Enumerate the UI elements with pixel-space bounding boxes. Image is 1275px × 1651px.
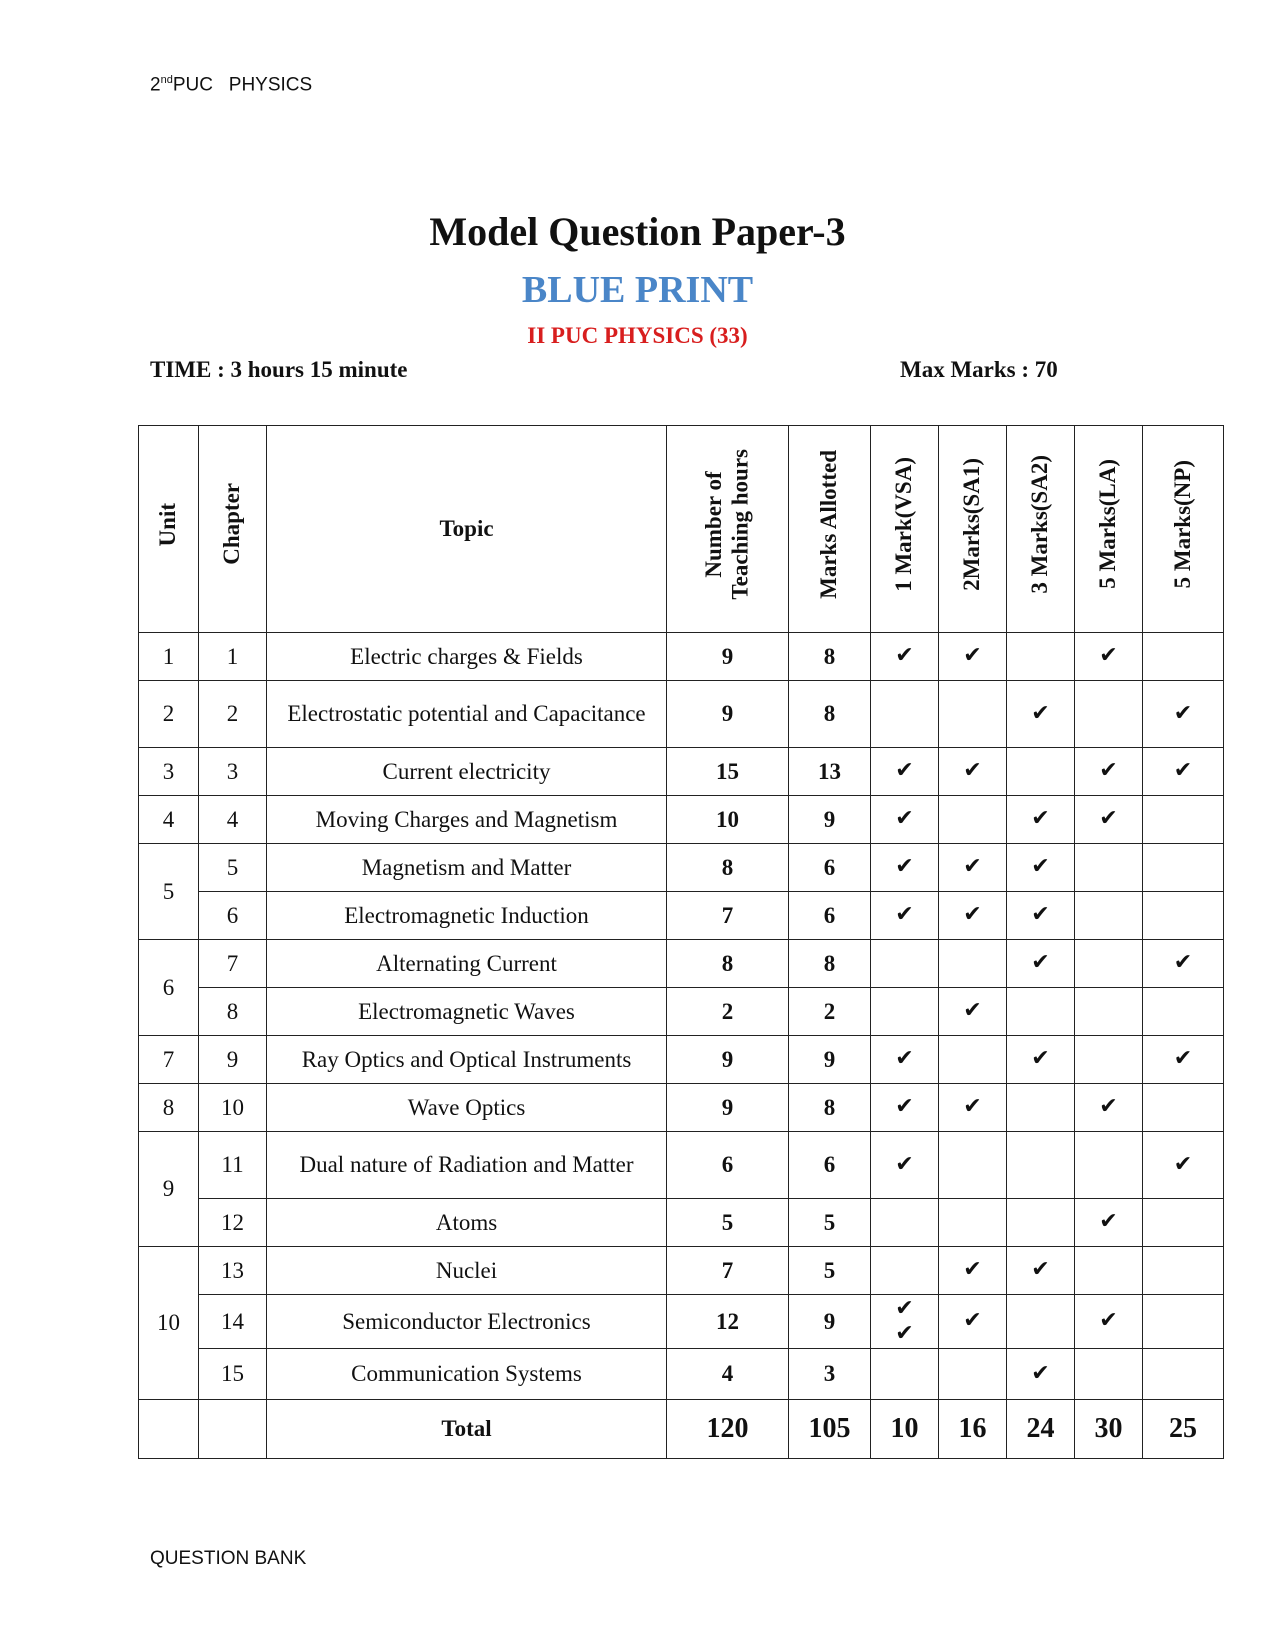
la-cell <box>1075 748 1143 796</box>
check-icon: ✔ <box>963 1094 982 1120</box>
np-cell <box>1143 844 1224 892</box>
check-icon: ✔ <box>1031 1257 1050 1283</box>
topic-cell: Alternating Current <box>267 940 667 988</box>
chapter-cell: 15 <box>199 1349 267 1400</box>
unit-cell: 1 <box>139 633 199 681</box>
vsa-cell <box>871 1199 939 1247</box>
table-row <box>139 1349 1224 1400</box>
unit-cell: 5 <box>139 844 199 940</box>
sa1-cell <box>939 1295 1007 1349</box>
total-label: Total <box>267 1400 667 1459</box>
check-icon: ✔ <box>1173 950 1193 976</box>
sa1-cell <box>939 748 1007 796</box>
sa1-cell <box>939 844 1007 892</box>
sa1-cell <box>939 1247 1007 1295</box>
sa1-cell <box>939 892 1007 940</box>
header-vsa: 1 Mark(VSA) <box>871 426 939 633</box>
topic-cell: Electrostatic potential and Capacitance <box>267 681 667 748</box>
vsa-cell <box>871 681 939 748</box>
subject-code: II PUC PHYSICS (33) <box>527 323 748 348</box>
unit-cell: 6 <box>139 940 199 1036</box>
teaching-hours-cell: 10 <box>667 796 789 844</box>
teaching-hours-cell: 8 <box>667 844 789 892</box>
np-cell <box>1143 1349 1224 1400</box>
check-icon: ✔ <box>1099 1209 1118 1235</box>
check-icon: ✔ <box>895 806 914 832</box>
header-sa1: 2Marks(SA1) <box>939 426 1007 633</box>
sa2-cell <box>1007 988 1075 1036</box>
marks-allotted-cell: 8 <box>789 1084 871 1132</box>
np-cell <box>1143 940 1224 988</box>
check-icon: ✔ <box>1099 758 1118 784</box>
la-cell <box>1075 1349 1143 1400</box>
header-np: 5 Marks(NP) <box>1143 426 1224 633</box>
teaching-hours-cell: 6 <box>667 1132 789 1199</box>
sa1-cell <box>939 1199 1007 1247</box>
teaching-hours-cell: 5 <box>667 1199 789 1247</box>
sa1-cell <box>939 988 1007 1036</box>
np-cell <box>1143 748 1224 796</box>
check-icon: ✔ <box>895 643 914 669</box>
sa2-cell <box>1007 844 1075 892</box>
la-cell <box>1075 681 1143 748</box>
check-icon: ✔ <box>963 1308 982 1334</box>
teaching-hours-cell: 2 <box>667 988 789 1036</box>
la-cell <box>1075 1132 1143 1199</box>
header-la: 5 Marks(LA) <box>1075 426 1143 633</box>
check-icon: ✔ <box>963 902 982 928</box>
check-icon: ✔ <box>895 902 914 928</box>
max-marks: Max Marks : 70 <box>900 357 1058 382</box>
check-icon: ✔ <box>963 758 982 784</box>
header-sa2: 3 Marks(SA2) <box>1007 426 1075 633</box>
total-marks: 105 <box>789 1400 871 1459</box>
topic-cell: Wave Optics <box>267 1084 667 1132</box>
topic-cell: Current electricity <box>267 748 667 796</box>
check-icon: ✔ <box>895 1151 914 1177</box>
vsa-cell <box>871 1247 939 1295</box>
marks-allotted-cell: 5 <box>789 1199 871 1247</box>
sa1-cell <box>939 1036 1007 1084</box>
np-cell <box>1143 1247 1224 1295</box>
check-icon: ✔ <box>963 1257 982 1283</box>
teaching-hours-cell: 15 <box>667 748 789 796</box>
marks-allotted-cell: 6 <box>789 844 871 892</box>
unit-cell: 4 <box>139 796 199 844</box>
sa1-cell <box>939 1349 1007 1400</box>
topic-cell: Atoms <box>267 1199 667 1247</box>
np-cell <box>1143 1132 1224 1199</box>
total-row <box>139 1400 1224 1459</box>
chapter-cell: 14 <box>199 1295 267 1349</box>
sa2-cell <box>1007 681 1075 748</box>
sa2-cell <box>1007 940 1075 988</box>
teaching-hours-cell: 4 <box>667 1349 789 1400</box>
check-icon: ✔ <box>1099 1308 1118 1334</box>
marks-allotted-cell: 9 <box>789 796 871 844</box>
check-icon: ✔ <box>895 854 914 880</box>
chapter-cell: 8 <box>199 988 267 1036</box>
topic-cell: Semiconductor Electronics <box>267 1295 667 1349</box>
sa2-cell <box>1007 796 1075 844</box>
topic-cell: Moving Charges and Magnetism <box>267 796 667 844</box>
page-footer: QUESTION BANK <box>150 1548 307 1569</box>
check-icon: ✔ <box>963 854 982 880</box>
check-icon: ✔ <box>1173 1046 1193 1072</box>
chapter-cell: 9 <box>199 1036 267 1084</box>
chapter-cell: 3 <box>199 748 267 796</box>
check-icon: ✔ <box>1031 700 1050 726</box>
total-hours: 120 <box>667 1400 789 1459</box>
np-cell <box>1143 1295 1224 1349</box>
check-icon: ✔ <box>1031 902 1050 928</box>
sa2-cell <box>1007 1036 1075 1084</box>
topic-cell: Ray Optics and Optical Instruments <box>267 1036 667 1084</box>
blueprint-subtitle: BLUE PRINT <box>521 269 754 311</box>
check-icon: ✔ <box>1173 700 1193 726</box>
check-icon: ✔ <box>1099 806 1118 832</box>
vsa-cell <box>871 1349 939 1400</box>
unit-cell: 8 <box>139 1084 199 1132</box>
marks-allotted-cell: 8 <box>789 681 871 748</box>
vsa-cell <box>871 844 939 892</box>
check-icon: ✔ <box>895 1046 914 1072</box>
marks-allotted-cell: 3 <box>789 1349 871 1400</box>
np-cell <box>1143 1036 1224 1084</box>
la-cell <box>1075 988 1143 1036</box>
total-unit-cell <box>139 1400 199 1459</box>
np-cell <box>1143 892 1224 940</box>
topic-cell: Dual nature of Radiation and Matter <box>267 1132 667 1199</box>
np-cell <box>1143 633 1224 681</box>
teaching-hours-cell: 12 <box>667 1295 789 1349</box>
vsa-cell <box>871 1295 939 1349</box>
sa2-cell <box>1007 1247 1075 1295</box>
la-cell <box>1075 796 1143 844</box>
unit-cell: 2 <box>139 681 199 748</box>
teaching-hours-cell: 9 <box>667 1084 789 1132</box>
teaching-hours-cell: 9 <box>667 633 789 681</box>
check-icon: ✔ <box>1173 1151 1193 1177</box>
check-icon: ✔ <box>963 643 982 669</box>
la-cell <box>1075 1084 1143 1132</box>
chapter-cell: 7 <box>199 940 267 988</box>
vsa-cell <box>871 1132 939 1199</box>
sa2-cell <box>1007 633 1075 681</box>
table-row <box>139 1199 1224 1247</box>
table-row <box>139 988 1224 1036</box>
vsa-cell <box>871 940 939 988</box>
table-row <box>139 1036 1224 1084</box>
la-cell <box>1075 892 1143 940</box>
la-cell <box>1075 633 1143 681</box>
marks-allotted-cell: 13 <box>789 748 871 796</box>
vsa-cell <box>871 633 939 681</box>
sa2-cell <box>1007 1199 1075 1247</box>
header-row <box>139 426 1224 633</box>
marks-allotted-cell: 6 <box>789 1132 871 1199</box>
table-row <box>139 892 1224 940</box>
check-icon: ✔ <box>1031 806 1050 832</box>
header-marks-allotted: Marks Allotted <box>789 426 871 633</box>
sa1-cell <box>939 1132 1007 1199</box>
sa2-cell <box>1007 1084 1075 1132</box>
la-cell <box>1075 1199 1143 1247</box>
total-np: 25 <box>1143 1400 1224 1459</box>
vsa-cell <box>871 796 939 844</box>
marks-allotted-cell: 5 <box>789 1247 871 1295</box>
vsa-cell <box>871 1036 939 1084</box>
marks-allotted-cell: 9 <box>789 1036 871 1084</box>
sa1-cell <box>939 940 1007 988</box>
chapter-cell: 5 <box>199 844 267 892</box>
header-unit: Unit <box>139 426 199 633</box>
page-title: Model Question Paper-3 <box>429 209 846 254</box>
check-icon: ✔ <box>1031 950 1050 976</box>
sa1-cell <box>939 681 1007 748</box>
vsa-cell <box>871 892 939 940</box>
sa2-cell <box>1007 748 1075 796</box>
total-chapter-cell <box>199 1400 267 1459</box>
teaching-hours-cell: 9 <box>667 681 789 748</box>
table-row <box>139 844 1224 892</box>
teaching-hours-cell: 8 <box>667 940 789 988</box>
topic-cell: Communication Systems <box>267 1349 667 1400</box>
la-cell <box>1075 844 1143 892</box>
total-sa2: 24 <box>1007 1400 1075 1459</box>
header-topic: Topic <box>267 426 667 633</box>
check-icon: ✔ <box>1031 1046 1050 1072</box>
topic-cell: Magnetism and Matter <box>267 844 667 892</box>
check-icon: ✔ <box>1173 758 1193 784</box>
np-cell <box>1143 1199 1224 1247</box>
chapter-cell: 11 <box>199 1132 267 1199</box>
np-cell <box>1143 1084 1224 1132</box>
topic-cell: Nuclei <box>267 1247 667 1295</box>
table-row <box>139 1295 1224 1349</box>
la-cell <box>1075 940 1143 988</box>
chapter-cell: 1 <box>199 633 267 681</box>
time-allowed: TIME : 3 hours 15 minute <box>150 357 408 382</box>
unit-cell: 9 <box>139 1132 199 1247</box>
vsa-cell <box>871 988 939 1036</box>
marks-allotted-cell: 8 <box>789 940 871 988</box>
la-cell <box>1075 1036 1143 1084</box>
vsa-cell <box>871 748 939 796</box>
check-icon: ✔ <box>1031 854 1050 880</box>
unit-cell: 10 <box>139 1247 199 1400</box>
marks-allotted-cell: 2 <box>789 988 871 1036</box>
unit-cell: 3 <box>139 748 199 796</box>
sa2-cell <box>1007 1132 1075 1199</box>
marks-allotted-cell: 6 <box>789 892 871 940</box>
topic-cell: Electromagnetic Induction <box>267 892 667 940</box>
total-sa1: 16 <box>939 1400 1007 1459</box>
check-icon: ✔ <box>1099 1094 1118 1120</box>
topic-cell: Electromagnetic Waves <box>267 988 667 1036</box>
check-icon: ✔ <box>895 1296 914 1322</box>
sa2-cell <box>1007 1295 1075 1349</box>
la-cell <box>1075 1295 1143 1349</box>
sa2-cell <box>1007 892 1075 940</box>
chapter-cell: 6 <box>199 892 267 940</box>
check-icon: ✔ <box>895 1094 914 1120</box>
grade-number: 2 <box>150 74 161 96</box>
marks-allotted-cell: 8 <box>789 633 871 681</box>
sa1-cell <box>939 633 1007 681</box>
table-row <box>139 681 1224 748</box>
table-row <box>139 1247 1224 1295</box>
check-icon: ✔ <box>1031 1360 1050 1386</box>
la-cell <box>1075 1247 1143 1295</box>
grade-suffix: nd <box>160 74 173 86</box>
total-vsa: 10 <box>871 1400 939 1459</box>
check-icon: ✔ <box>1099 643 1118 669</box>
blueprint-table <box>138 425 1224 1459</box>
check-icon: ✔ <box>895 1320 914 1346</box>
table-row <box>139 1132 1224 1199</box>
table-row <box>139 940 1224 988</box>
vsa-cell <box>871 1084 939 1132</box>
header-subject: PUC PHYSICS <box>172 74 313 96</box>
np-cell <box>1143 988 1224 1036</box>
topic-cell: Electric charges & Fields <box>267 633 667 681</box>
table-row <box>139 1084 1224 1132</box>
table-row <box>139 633 1224 681</box>
teaching-hours-cell: 7 <box>667 892 789 940</box>
total-la: 30 <box>1075 1400 1143 1459</box>
chapter-cell: 12 <box>199 1199 267 1247</box>
teaching-hours-cell: 9 <box>667 1036 789 1084</box>
sa1-cell <box>939 796 1007 844</box>
unit-cell: 7 <box>139 1036 199 1084</box>
page-header <box>150 74 312 96</box>
chapter-cell: 13 <box>199 1247 267 1295</box>
chapter-cell: 2 <box>199 681 267 748</box>
marks-allotted-cell: 9 <box>789 1295 871 1349</box>
np-cell <box>1143 796 1224 844</box>
table-row <box>139 748 1224 796</box>
header-chapter: Chapter <box>199 426 267 633</box>
check-icon: ✔ <box>963 998 982 1024</box>
table-body <box>139 633 1224 1400</box>
table-row <box>139 796 1224 844</box>
np-cell <box>1143 681 1224 748</box>
sa1-cell <box>939 1084 1007 1132</box>
sa2-cell <box>1007 1349 1075 1400</box>
chapter-cell: 10 <box>199 1084 267 1132</box>
chapter-cell: 4 <box>199 796 267 844</box>
header-teaching-hours: Number of Teaching hours <box>667 426 789 633</box>
check-icon: ✔ <box>895 758 914 784</box>
teaching-hours-cell: 7 <box>667 1247 789 1295</box>
